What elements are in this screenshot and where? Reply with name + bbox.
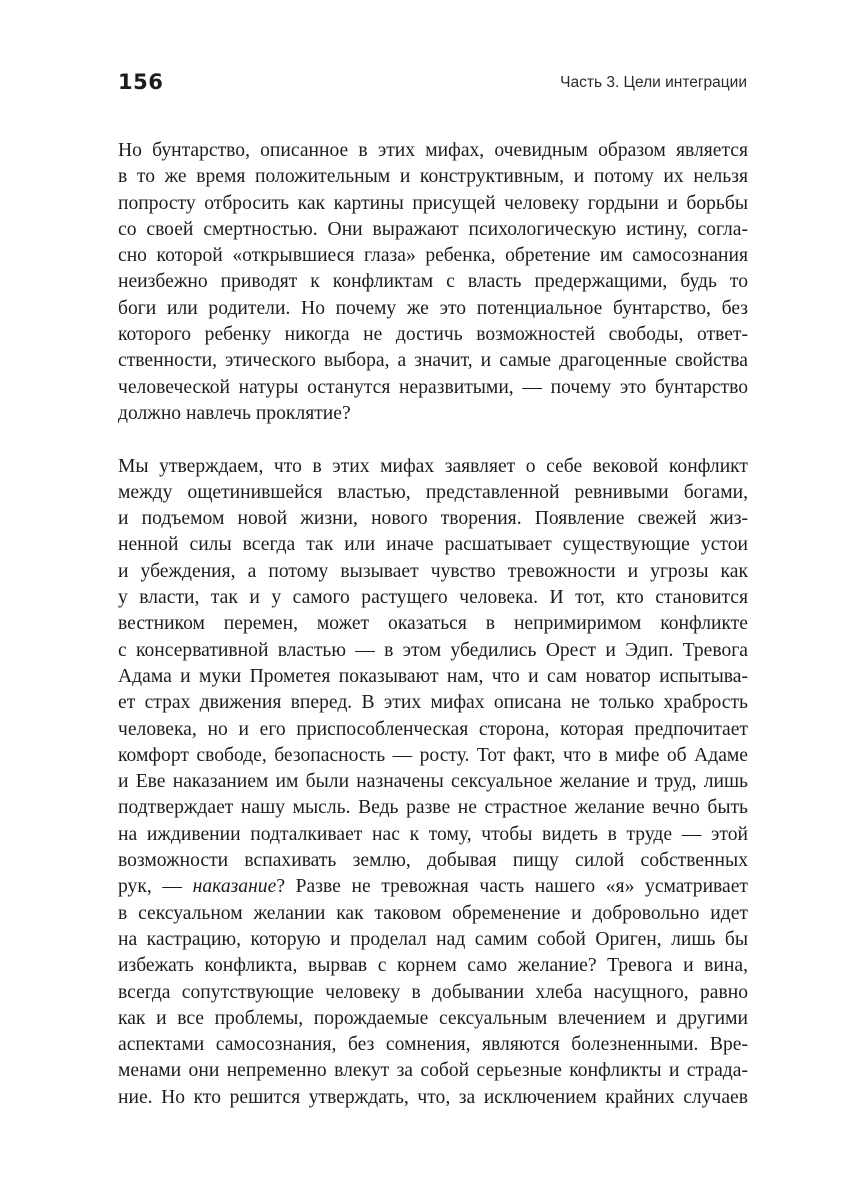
text-line: вестником перемен, может оказаться в непримиримом конфликте [118,613,748,635]
text-line: Но бунтарство, описанное в этих мифах, очевидным образом является [118,140,748,161]
text-line: ственности, этического выбора, а значит, и самые драгоценные свойства [118,350,748,372]
text-line: со своей смертностью. Они выражают психологическую истину, согла- [118,218,748,240]
text-line: ние. Но кто решится утверждать, что, за исключением крайних случаев [118,1086,748,1108]
text-line: менами они непременно влекут за собой серьезные конфликты и страда- [118,1060,748,1082]
text-line: аспектами самосознания, без сомнения, являются болезненными. Вре- [118,1034,748,1056]
text-line: между ощетинившейся властью, представленной ревнивыми богами, [118,481,748,503]
text-line: Мы утверждаем, что в этих мифах заявляет о себе вековой конфликт [118,455,748,477]
text-line: у власти, так и у самого растущего человека. И тот, кто становится [118,587,748,609]
text-segment: ? Разве не тревожная часть нашего «я» усматривает [276,876,748,898]
text-line: комфорт свободе, безопасность — росту. Тот факт, что в мифе об Адаме [118,744,748,766]
page-number: 156 [118,70,164,94]
text-line: с консервативной властью — в этом убедились Орест и Эдип. Тревога [118,639,748,661]
text-line-with-italic [118,874,748,900]
text-line: неизбежно приводят к конфликтам с власть предержащими, будь то [118,271,748,293]
text-line: и Еве наказанием им были назначены сексуальное желание и труд, лишь [118,771,748,793]
paragraph-1 [118,138,748,427]
body-text [118,138,748,1111]
paragraph-gap [118,427,748,453]
text-segment: рук, — [118,876,193,898]
text-line: Адама и муки Прометея показывают нам, что и сам новатор испытыва- [118,665,748,687]
text-line: должно навлечь проклятие? [118,402,351,424]
text-line: в сексуальном желании как таковом обременение и добровольно идет [118,902,748,924]
text-line: на кастрацию, которую и проделал над самим собой Ориген, лишь бы [118,928,748,950]
text-line: человека, но и его приспособленческая сторона, которая предпочитает [118,718,748,740]
italic-emphasis: наказание [192,876,277,898]
text-line: как и все проблемы, порождаемые сексуальным влечением и другими [118,1007,748,1029]
text-line: возможности вспахивать землю, добывая пищу силой собственных [118,850,748,872]
text-line: и убеждения, а потому вызывает чувство тревожности и угрозы как [118,560,748,582]
text-line: подтверждает нашу мысль. Ведь разве не страстное желание вечно быть [118,797,748,819]
text-line: человеческой натуры останутся неразвитыми, — почему это бунтарство [118,376,748,398]
paragraph-2 [118,454,748,1111]
text-line: попросту отбросить как картины присущей человеку гордыни и борьбы [118,192,748,214]
text-line: которого ребенку никогда не достичь возможностей свободы, ответ- [118,324,748,346]
text-line: ненной силы всегда так или иначе расшатывает существующие устои [118,534,748,556]
text-line: и подъемом новой жизни, нового творения. Появление свежей жиз- [118,508,748,530]
text-line: сно которой «открывшиеся глаза» ребенка, обретение им самосознания [118,245,748,267]
running-head: Часть 3. Цели интеграции [560,74,747,91]
text-line: избежать конфликта, вырвав с корнем само желание? Тревога и вина, [118,955,748,977]
text-line: всегда сопутствующие человеку в добывании хлеба насущного, равно [118,981,748,1003]
text-line: на иждивении подталкивает нас к тому, чтобы видеть в труде — этой [118,823,748,845]
text-line: боги или родители. Но почему же это потенциальное бунтарство, без [118,297,748,319]
text-line: ет страх движения вперед. В этих мифах описана не только храбрость [118,692,748,714]
text-line: в то же время положительным и конструктивным, и потому их нельзя [118,166,748,188]
